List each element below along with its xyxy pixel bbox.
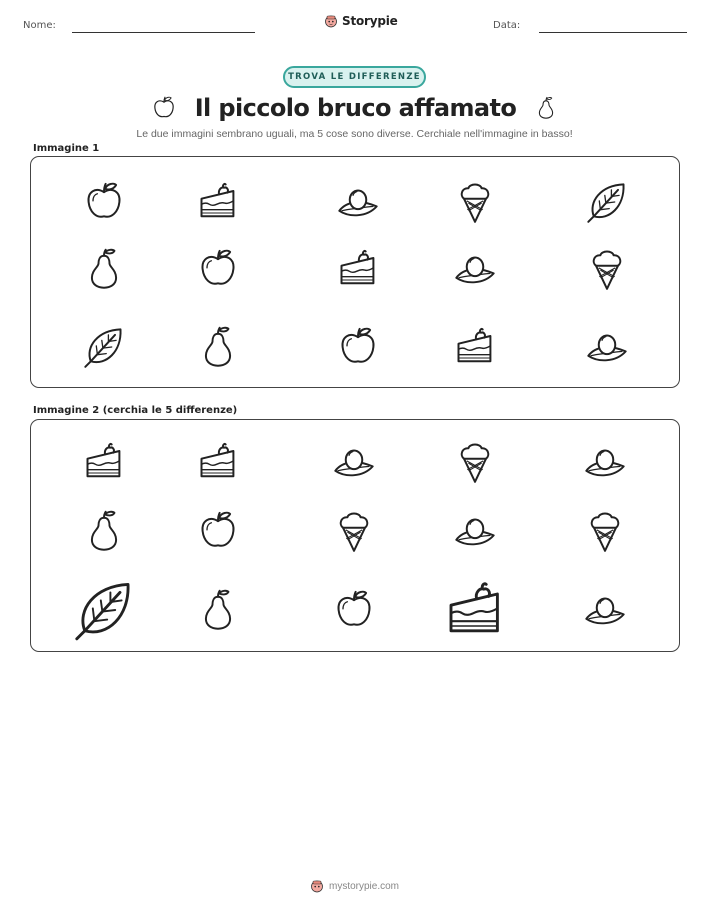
image2-label: Immagine 2 (cerchia le 5 differenze): [33, 405, 238, 416]
pear-icon: [196, 325, 240, 369]
egg-on-leaf-icon: [585, 325, 629, 369]
image1-panel: [30, 156, 680, 388]
ice-cream-icon[interactable]: [332, 509, 376, 553]
pear-icon[interactable]: [82, 509, 126, 553]
leaf-icon: [82, 325, 126, 369]
date-line[interactable]: [539, 32, 687, 33]
cake-icon: [453, 325, 497, 369]
title-row: [0, 90, 709, 126]
instructions-text: Le due immagini sembrano uguali, ma 5 cose sono diverse. Cerchiale nell'immagine in basso!: [136, 128, 573, 140]
egg-on-leaf-icon[interactable]: [583, 588, 627, 632]
apple-icon: [196, 247, 240, 291]
egg-on-leaf-icon[interactable]: [332, 440, 376, 484]
brand-name: Storypie: [342, 14, 398, 28]
leaf-icon: [585, 180, 629, 224]
pear-icon: [534, 94, 558, 122]
ice-cream-icon: [585, 247, 629, 291]
cake-icon: [336, 247, 380, 291]
egg-on-leaf-icon[interactable]: [453, 509, 497, 553]
name-line[interactable]: [72, 32, 255, 33]
image2-panel[interactable]: [30, 419, 680, 652]
footer: [0, 879, 709, 893]
date-label: Data:: [493, 20, 521, 31]
cake-icon[interactable]: [196, 440, 240, 484]
storypie-mascot-icon: [310, 879, 324, 893]
page-title: Il piccolo bruco affamato: [194, 94, 517, 122]
cake-icon: [196, 180, 240, 224]
apple-icon: [336, 325, 380, 369]
pear-icon[interactable]: [196, 588, 240, 632]
brand-logo: [324, 14, 398, 28]
pear-icon: [82, 247, 126, 291]
egg-on-leaf-icon: [453, 247, 497, 291]
egg-on-leaf-icon: [336, 180, 380, 224]
apple-icon: [82, 180, 126, 224]
image1-label: Immagine 1: [33, 143, 100, 154]
leaf-icon[interactable]: [72, 578, 136, 642]
storypie-mascot-icon: [324, 14, 338, 28]
apple-icon[interactable]: [332, 588, 376, 632]
ice-cream-icon: [453, 180, 497, 224]
ice-cream-icon[interactable]: [583, 509, 627, 553]
name-label: Nome:: [23, 20, 56, 31]
apple-icon: [151, 94, 177, 122]
worksheet-type-badge: TROVA LE DIFFERENZE: [283, 66, 426, 88]
footer-url[interactable]: mystorypie.com: [328, 880, 399, 892]
ice-cream-icon[interactable]: [453, 440, 497, 484]
cake-icon[interactable]: [443, 578, 507, 642]
egg-on-leaf-icon[interactable]: [583, 440, 627, 484]
apple-icon[interactable]: [196, 509, 240, 553]
cake-icon[interactable]: [82, 440, 126, 484]
